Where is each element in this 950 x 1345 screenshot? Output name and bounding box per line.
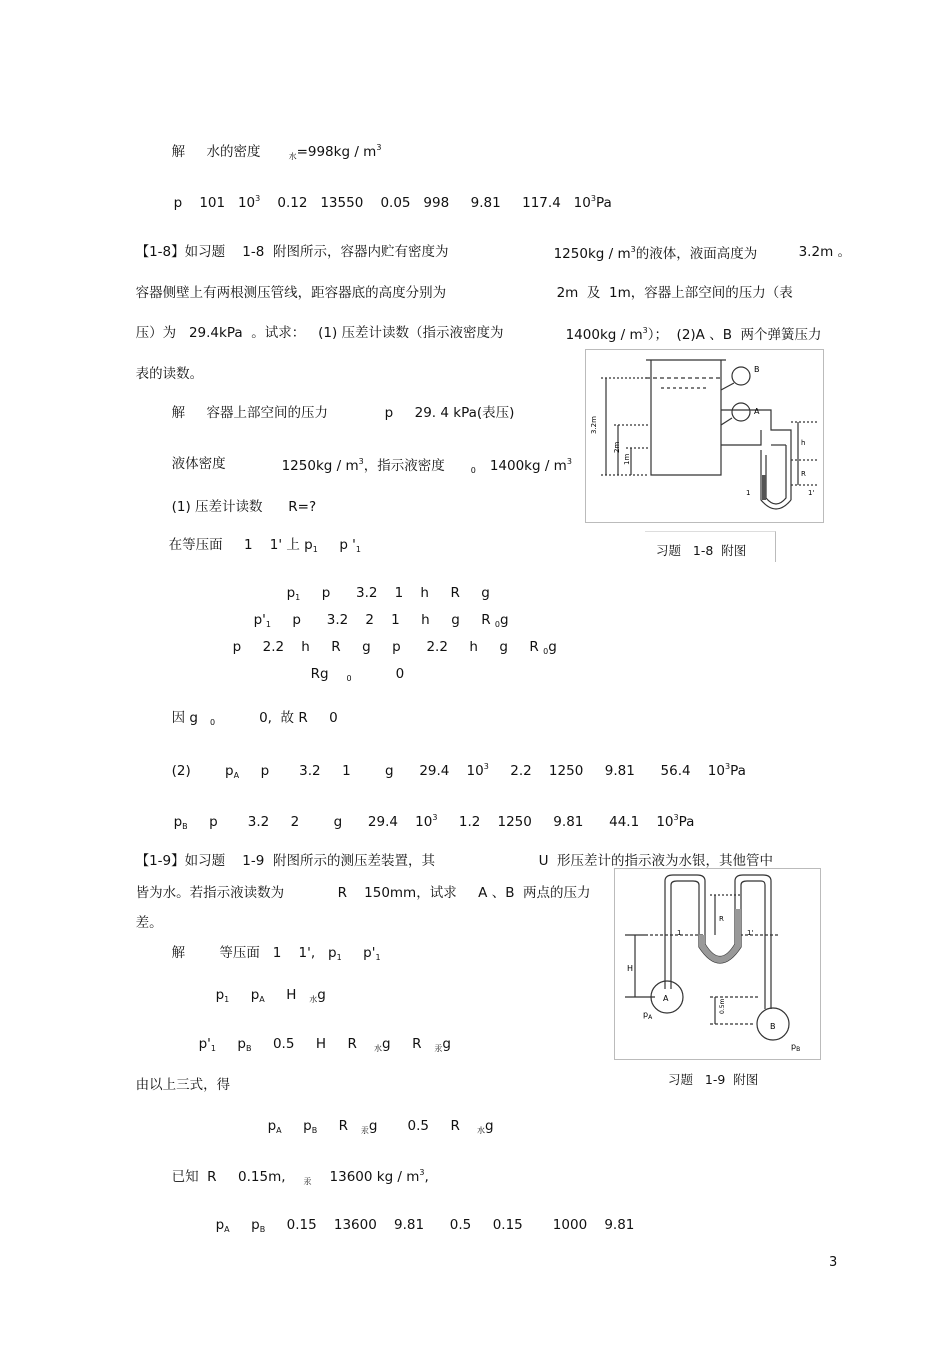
text: p (215, 986, 225, 1003)
text: g R (382, 1035, 435, 1052)
superscript: 3 (358, 456, 364, 466)
problem-1-8-line1 (127, 232, 448, 259)
subscript: 0 (209, 717, 216, 727)
subscript: 1 (224, 994, 230, 1004)
text: (1) 压差计读数 R=? (171, 498, 317, 515)
text: , (424, 1168, 429, 1185)
subscript: 1 (336, 952, 342, 962)
subscript: 1 (312, 544, 318, 554)
text: g (499, 611, 509, 628)
text: Pa (678, 813, 695, 830)
subscript: 水 (374, 1043, 383, 1053)
subscript: B (259, 1224, 266, 1234)
text: 2m 及 1m，容器上部空间的压力（表 (556, 284, 793, 301)
text: 因 g (171, 709, 198, 726)
label-1: 1 (746, 489, 751, 497)
text: 已知 R 0.15m, (171, 1168, 286, 1185)
text: 1250kg / m (553, 245, 631, 262)
subscript: A (224, 1224, 230, 1234)
equation-line (302, 654, 404, 683)
superscript: 3 (590, 193, 596, 203)
subscript: 汞 (303, 1176, 312, 1186)
line-water-density (163, 130, 381, 161)
text: 表的读数。 (135, 365, 204, 382)
text: Pa (595, 194, 612, 211)
text: 1400kg / m (489, 457, 567, 474)
text: p 3.2 2 g 29.4 10 (187, 813, 433, 830)
equation-line (224, 627, 557, 656)
text: R (317, 1117, 361, 1134)
text: p (281, 1117, 312, 1134)
text: p 3.2 2 1 h g R (270, 611, 495, 628)
text: 0.15 13600 9.81 0.5 0.15 1000 9.81 (265, 1216, 635, 1233)
solution-1-8-line2 (163, 444, 226, 471)
label-h: h (801, 439, 806, 447)
superscript: 3 (566, 456, 572, 466)
figure-1-9-diagram (615, 869, 820, 1059)
text: p (267, 1117, 277, 1134)
solution-1-8-line1 (163, 393, 328, 420)
text: 0.5 H R (251, 1035, 375, 1052)
subscript: B (246, 1043, 252, 1053)
text: 液体密度 (171, 455, 226, 472)
label-A: A (663, 994, 669, 1003)
label-p: p (643, 1010, 649, 1019)
subscript: A (233, 770, 240, 780)
superscript: 3 (642, 325, 648, 335)
text: g (485, 1117, 494, 1134)
label-R: R (719, 915, 724, 923)
mercury-fill (762, 475, 766, 500)
label-1: 1 (677, 929, 682, 937)
subscript: 0 (543, 646, 549, 656)
label-p: p (791, 1042, 797, 1051)
text: p 3.2 1 h R g (300, 584, 490, 601)
figure-1-8-diagram (586, 350, 823, 522)
problem-1-9-line1 (127, 841, 435, 868)
text-line (127, 1065, 230, 1092)
equation-line (163, 1155, 429, 1186)
text: R 150mm，试求 A 、B 两点的压力 (337, 884, 591, 901)
text: p (173, 813, 183, 830)
text: Rg (310, 665, 329, 682)
text: H (264, 986, 310, 1003)
text: 0 (395, 665, 405, 682)
text: p (215, 1216, 225, 1233)
text: 由以上三式，得 (135, 1076, 231, 1093)
text: 差。 (135, 914, 163, 931)
subscript: 1 (375, 952, 381, 962)
solution-1-8-line2b (273, 444, 572, 475)
text: 压）为 29.4kPa 。试求： (1) 压差计读数（指示液密度为 (135, 324, 504, 341)
problem-1-9-line3 (127, 903, 163, 930)
figure-1-8 (585, 349, 824, 523)
text: p ' (317, 536, 356, 553)
text: p 101 10 (173, 194, 256, 211)
label-B: B (754, 365, 760, 374)
text: 【1-9】如习题 1-9 附图所示的测压差装置，其 (135, 852, 435, 869)
text: p 29. 4 kPa(表压) (384, 404, 515, 421)
superscript: 3 (419, 1167, 425, 1177)
solution-1-9-line1 (163, 933, 381, 962)
text: (2) p (171, 762, 234, 779)
problem-1-9-line2b (329, 873, 591, 900)
equation-line (165, 800, 694, 831)
text: 13600 kg / m (329, 1168, 420, 1185)
text: =998kg / m (296, 143, 377, 160)
subscript: 汞 (434, 1043, 443, 1053)
text: p (286, 584, 296, 601)
subscript: 1 (355, 544, 361, 554)
figure-1-9-caption: 习题 1-9 附图 (668, 1072, 759, 1087)
problem-1-9-line1b (530, 841, 773, 868)
subscript: 0 (470, 465, 476, 475)
text: p' (198, 1035, 211, 1052)
equation-line (163, 698, 338, 727)
figure-1-9 (614, 868, 821, 1060)
problem-1-8-line2 (127, 273, 446, 300)
superscript: 3 (724, 761, 731, 771)
text: p' (341, 944, 376, 961)
text: 2.2 1250 9.81 56.4 10 (488, 762, 725, 779)
text: p' (253, 611, 266, 628)
text: ，指示液密度 (363, 457, 445, 474)
label-1m: 1m (623, 453, 631, 465)
text: 0.12 13550 0.05 998 9.81 117.4 10 (260, 194, 591, 211)
label-0-5m: 0.5m (719, 998, 726, 1014)
label-subscript-A: A (648, 1014, 653, 1021)
text: U 形压差计的指示液为水银，其他管中 (538, 852, 774, 869)
label-pB (791, 1042, 800, 1053)
superscript: 3 (630, 244, 636, 254)
equation-line (163, 749, 746, 780)
label-3-2m: 3.2m (590, 416, 598, 434)
text: g 0.5 R (368, 1117, 477, 1134)
text: 0, 故 R 0 (259, 709, 338, 726)
text: p (229, 986, 260, 1003)
page-number: 3 (829, 1255, 838, 1270)
solution-1-8-line1b (376, 393, 514, 420)
equation-line (165, 181, 612, 210)
text: g (442, 1035, 451, 1052)
subscript: 1 (295, 592, 301, 602)
superscript: 3 (432, 812, 438, 822)
text: 皆为水。若指示液读数为 (135, 884, 285, 901)
equation-line (207, 975, 326, 1004)
text: 3.2m 。 (798, 243, 852, 260)
text: 解 水的密度 (171, 143, 261, 160)
text: p (215, 1035, 246, 1052)
label-H: H (627, 964, 634, 973)
problem-1-8-line2b (548, 273, 793, 300)
text: g (548, 638, 557, 655)
text: 在等压面 1 1' 上 p (168, 536, 313, 553)
label-1-prime: 1' (747, 929, 754, 937)
superscript: 3 (483, 761, 489, 771)
equation-line (207, 1205, 634, 1234)
text: 【1-8】如习题 1-8 附图所示，容器内贮有密度为 (135, 243, 449, 260)
problem-1-9-line2 (127, 873, 284, 900)
label-1-prime: 1' (808, 489, 815, 497)
equation-line (259, 1106, 494, 1135)
figure-1-8-caption: 习题 1-8 附图 (656, 543, 747, 558)
subscript: A (276, 1125, 282, 1135)
text: 的液体，液面高度为 (635, 245, 758, 262)
text: 解 容器上部空间的压力 (171, 404, 329, 421)
subscript: 0 (346, 673, 352, 683)
solution-1-8-line4 (160, 525, 361, 554)
problem-1-8-line3 (127, 313, 504, 340)
equation-line (245, 600, 509, 629)
subscript: 1 (265, 619, 271, 629)
label-A: A (754, 407, 760, 416)
text: p (229, 1216, 260, 1233)
equation-line (278, 573, 490, 602)
subscript: 0 (494, 619, 500, 629)
subscript: 1 (210, 1043, 216, 1053)
text: Pa (730, 762, 746, 779)
text: 容器侧壁上有两根测压管线，距容器底的高度分别为 (135, 284, 447, 301)
subscript: 水 (309, 994, 318, 1004)
subscript: B (182, 821, 188, 831)
text: 1.2 1250 9.81 44.1 10 (437, 813, 674, 830)
text: p 3.2 1 g 29.4 10 (239, 762, 484, 779)
subscript: 汞 (360, 1125, 369, 1135)
text: 解 等压面 1 1', p (171, 944, 337, 961)
superscript: 3 (376, 142, 382, 152)
superscript: 3 (673, 812, 679, 822)
problem-1-8-line3b (557, 313, 822, 342)
superscript: 3 (255, 193, 261, 203)
subscript: 水 (477, 1125, 485, 1135)
subscript: B (311, 1125, 318, 1135)
problem-1-8-line1b (545, 232, 757, 261)
label-B: B (770, 1022, 776, 1031)
text: p 2.2 h R g p 2.2 h g R (232, 638, 544, 655)
text: 1250kg / m (281, 457, 359, 474)
subscript: A (259, 994, 265, 1004)
text: g (317, 986, 326, 1003)
subscript: 水 (288, 151, 297, 161)
problem-1-8-line4 (127, 354, 203, 381)
label-pA (643, 1010, 653, 1021)
equation-line (190, 1024, 451, 1053)
solution-1-8-line3 (163, 487, 316, 514)
label-subscript-B: B (796, 1046, 801, 1053)
label-2m: 2m (613, 441, 621, 453)
text: 1400kg / m (565, 326, 643, 343)
problem-1-8-line1c (790, 232, 851, 259)
text: ）； (2)A 、B 两个弹簧压力 (647, 326, 822, 343)
label-R: R (801, 470, 806, 478)
